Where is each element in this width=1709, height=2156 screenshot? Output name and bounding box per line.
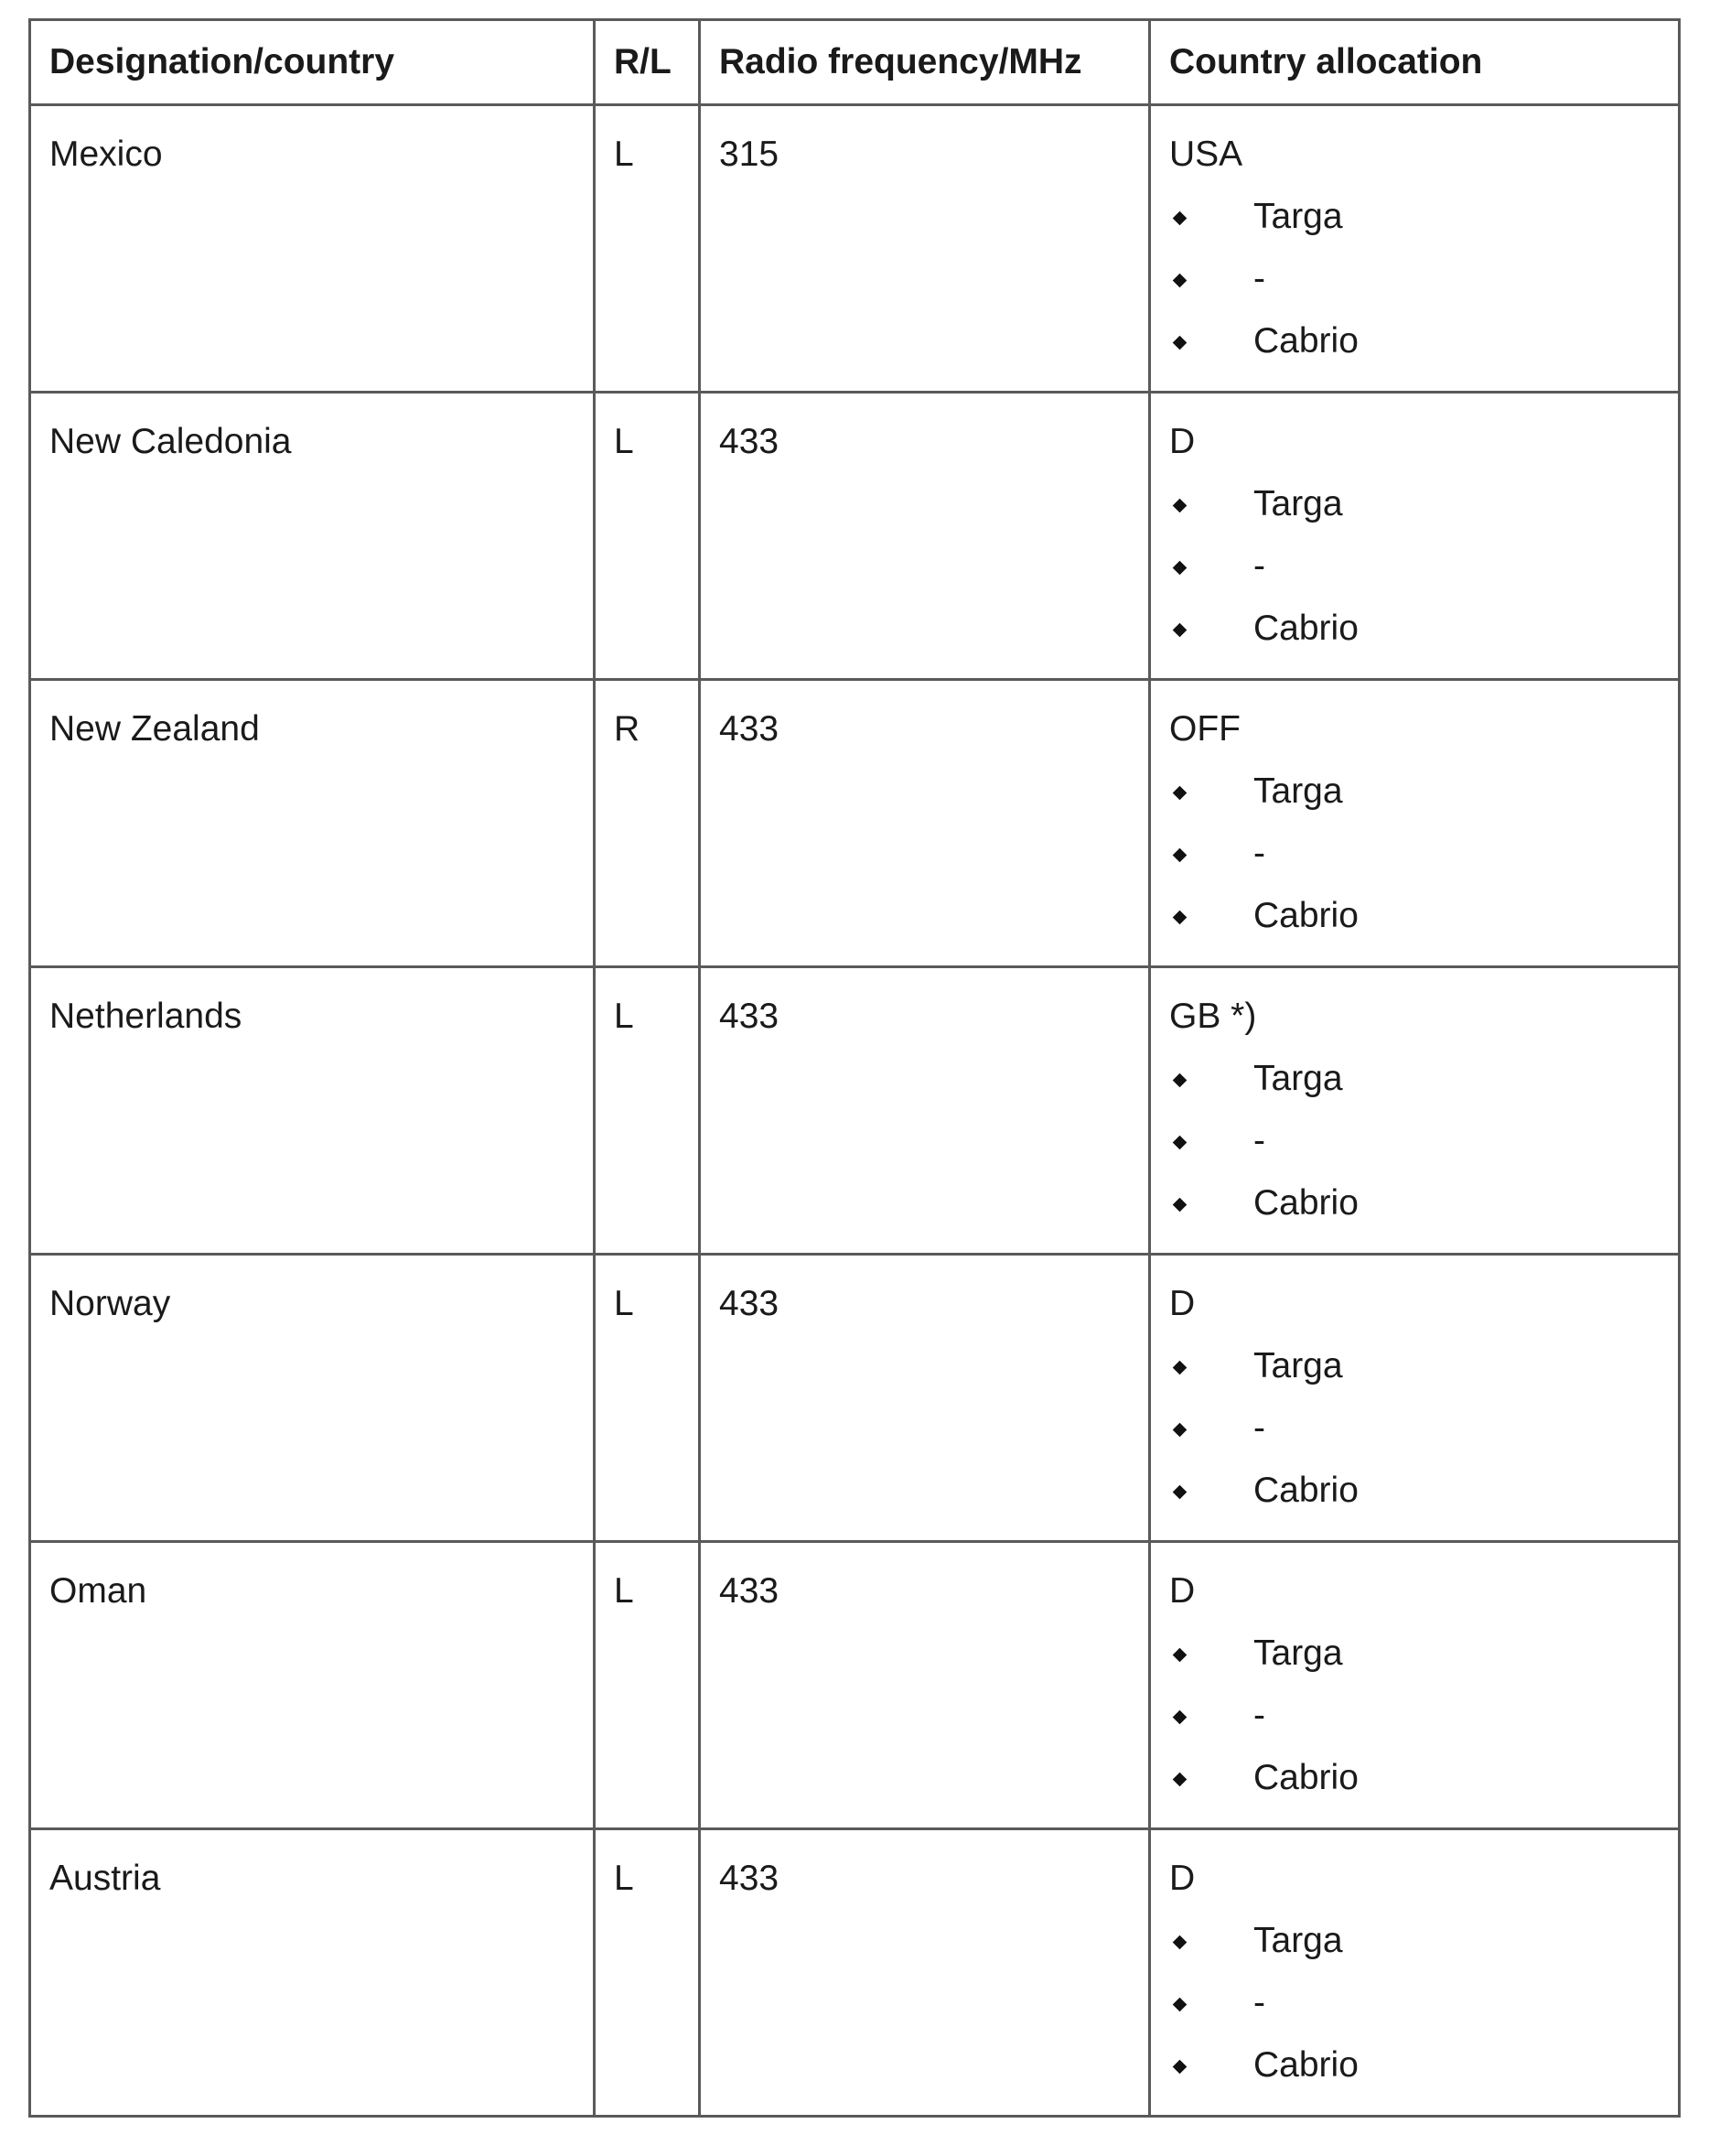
- allocation-cell: [1150, 1542, 1680, 1829]
- variant-label: Targa: [1253, 1346, 1343, 1385]
- table-header: [30, 20, 1680, 105]
- variant-label: -: [1253, 1408, 1265, 1448]
- diamond-bullet-icon: [1169, 1048, 1253, 1110]
- frequency-value: 433: [719, 1859, 779, 1898]
- allocation-value: D: [1169, 1859, 1196, 1898]
- rl-cell: [595, 1542, 700, 1829]
- rl-cell: [595, 680, 700, 967]
- country-name: New Caledonia: [49, 422, 292, 461]
- country-name: Mexico: [49, 135, 163, 174]
- frequency-cell: [700, 1542, 1150, 1829]
- allocation-value: GB *): [1169, 997, 1257, 1036]
- rl-value: L: [614, 1284, 634, 1323]
- table-row: [30, 1542, 1680, 1829]
- country-cell: [30, 393, 595, 680]
- variant-label: Cabrio: [1253, 2045, 1359, 2085]
- diamond-bullet-icon: [1169, 310, 1253, 372]
- table-row: [30, 393, 1680, 680]
- frequency-cell: [700, 680, 1150, 967]
- header-frequency: Radio frequency/MHz: [700, 20, 1150, 105]
- variant-item: [1169, 186, 1678, 248]
- diamond-bullet-icon: [1169, 535, 1253, 598]
- variant-item: [1169, 473, 1678, 535]
- variant-item: [1169, 248, 1678, 310]
- rl-value: L: [614, 1571, 634, 1611]
- allocation-cell: [1150, 967, 1680, 1255]
- header-rl: R/L: [595, 20, 700, 105]
- variant-label: Targa: [1253, 771, 1343, 811]
- variant-list: [1169, 1048, 1678, 1234]
- diamond-bullet-icon: [1169, 760, 1253, 823]
- variant-item: [1169, 1622, 1678, 1685]
- diamond-bullet-icon: [1169, 248, 1253, 310]
- variant-label: Targa: [1253, 1633, 1343, 1673]
- frequency-value: 433: [719, 1571, 779, 1611]
- variant-label: -: [1253, 1121, 1265, 1160]
- variant-list: [1169, 186, 1678, 372]
- rl-cell: [595, 967, 700, 1255]
- variant-list: [1169, 760, 1678, 947]
- diamond-bullet-icon: [1169, 473, 1253, 535]
- variant-item: [1169, 1110, 1678, 1172]
- diamond-bullet-icon: [1169, 1747, 1253, 1809]
- variant-label: -: [1253, 259, 1265, 298]
- diamond-bullet-icon: [1169, 1685, 1253, 1747]
- country-name: Norway: [49, 1284, 171, 1323]
- country-name: Netherlands: [49, 997, 242, 1036]
- variant-item: [1169, 2034, 1678, 2097]
- variant-item: [1169, 760, 1678, 823]
- variant-item: [1169, 1747, 1678, 1809]
- frequency-cell: [700, 393, 1150, 680]
- rl-value: L: [614, 422, 634, 461]
- rl-cell: [595, 393, 700, 680]
- variant-label: -: [1253, 546, 1265, 586]
- variant-label: -: [1253, 1696, 1265, 1735]
- frequency-cell: [700, 105, 1150, 393]
- country-name: New Zealand: [49, 709, 260, 749]
- variant-item: [1169, 1910, 1678, 1972]
- variant-item: [1169, 1685, 1678, 1747]
- header-allocation: Country allocation: [1150, 20, 1680, 105]
- variant-item: [1169, 1972, 1678, 2034]
- rl-value: L: [614, 997, 634, 1036]
- allocation-value: OFF: [1169, 709, 1241, 749]
- variant-label: Targa: [1253, 1059, 1343, 1098]
- variant-item: [1169, 310, 1678, 372]
- rl-value: R: [614, 709, 640, 749]
- rl-cell: [595, 1829, 700, 2117]
- country-cell: [30, 967, 595, 1255]
- variant-item: [1169, 1172, 1678, 1234]
- frequency-cell: [700, 1255, 1150, 1542]
- variant-label: -: [1253, 834, 1265, 873]
- diamond-bullet-icon: [1169, 1910, 1253, 1972]
- allocation-cell: [1150, 1829, 1680, 2117]
- table-row: [30, 1255, 1680, 1542]
- variant-item: [1169, 823, 1678, 885]
- table-row: [30, 967, 1680, 1255]
- diamond-bullet-icon: [1169, 823, 1253, 885]
- diamond-bullet-icon: [1169, 1110, 1253, 1172]
- rl-cell: [595, 105, 700, 393]
- country-name: Oman: [49, 1571, 147, 1611]
- country-cell: [30, 1255, 595, 1542]
- variant-label: Cabrio: [1253, 896, 1359, 935]
- diamond-bullet-icon: [1169, 1972, 1253, 2034]
- country-cell: [30, 105, 595, 393]
- allocation-cell: [1150, 680, 1680, 967]
- country-cell: [30, 1542, 595, 1829]
- variant-item: [1169, 598, 1678, 660]
- country-cell: [30, 680, 595, 967]
- variant-label: Cabrio: [1253, 1471, 1359, 1510]
- table-row: [30, 105, 1680, 393]
- variant-item: [1169, 1460, 1678, 1522]
- frequency-value: 433: [719, 1284, 779, 1323]
- allocation-cell: [1150, 1255, 1680, 1542]
- diamond-bullet-icon: [1169, 186, 1253, 248]
- table-row: [30, 680, 1680, 967]
- variant-item: [1169, 535, 1678, 598]
- variant-label: Targa: [1253, 1921, 1343, 1960]
- diamond-bullet-icon: [1169, 1335, 1253, 1397]
- rl-value: L: [614, 135, 634, 174]
- variant-label: Cabrio: [1253, 1183, 1359, 1223]
- variant-label: Targa: [1253, 197, 1343, 236]
- frequency-value: 315: [719, 135, 779, 174]
- diamond-bullet-icon: [1169, 1397, 1253, 1460]
- variant-label: Cabrio: [1253, 1758, 1359, 1797]
- header-designation: Designation/country: [30, 20, 595, 105]
- variant-item: [1169, 1335, 1678, 1397]
- frequency-cell: [700, 967, 1150, 1255]
- allocation-value: D: [1169, 1571, 1196, 1611]
- variant-item: [1169, 1397, 1678, 1460]
- country-allocation-table: [28, 18, 1681, 2118]
- variant-label: -: [1253, 1983, 1265, 2022]
- rl-cell: [595, 1255, 700, 1542]
- frequency-value: 433: [719, 422, 779, 461]
- variant-item: [1169, 1048, 1678, 1110]
- table-row: [30, 1829, 1680, 2117]
- frequency-cell: [700, 1829, 1150, 2117]
- diamond-bullet-icon: [1169, 598, 1253, 660]
- variant-label: Targa: [1253, 484, 1343, 523]
- diamond-bullet-icon: [1169, 1622, 1253, 1685]
- frequency-value: 433: [719, 709, 779, 749]
- country-name: Austria: [49, 1859, 161, 1898]
- variant-list: [1169, 1622, 1678, 1809]
- variant-item: [1169, 885, 1678, 947]
- rl-value: L: [614, 1859, 634, 1898]
- country-cell: [30, 1829, 595, 2117]
- allocation-cell: [1150, 393, 1680, 680]
- diamond-bullet-icon: [1169, 1460, 1253, 1522]
- allocation-value: USA: [1169, 135, 1243, 174]
- diamond-bullet-icon: [1169, 2034, 1253, 2097]
- variant-label: Cabrio: [1253, 321, 1359, 361]
- variant-label: Cabrio: [1253, 609, 1359, 648]
- allocation-value: D: [1169, 422, 1196, 461]
- header-row: [30, 20, 1680, 105]
- variant-list: [1169, 1910, 1678, 2097]
- diamond-bullet-icon: [1169, 885, 1253, 947]
- diamond-bullet-icon: [1169, 1172, 1253, 1234]
- allocation-cell: [1150, 105, 1680, 393]
- allocation-value: D: [1169, 1284, 1196, 1323]
- frequency-value: 433: [719, 997, 779, 1036]
- variant-list: [1169, 473, 1678, 660]
- table-body: [30, 105, 1680, 2117]
- variant-list: [1169, 1335, 1678, 1522]
